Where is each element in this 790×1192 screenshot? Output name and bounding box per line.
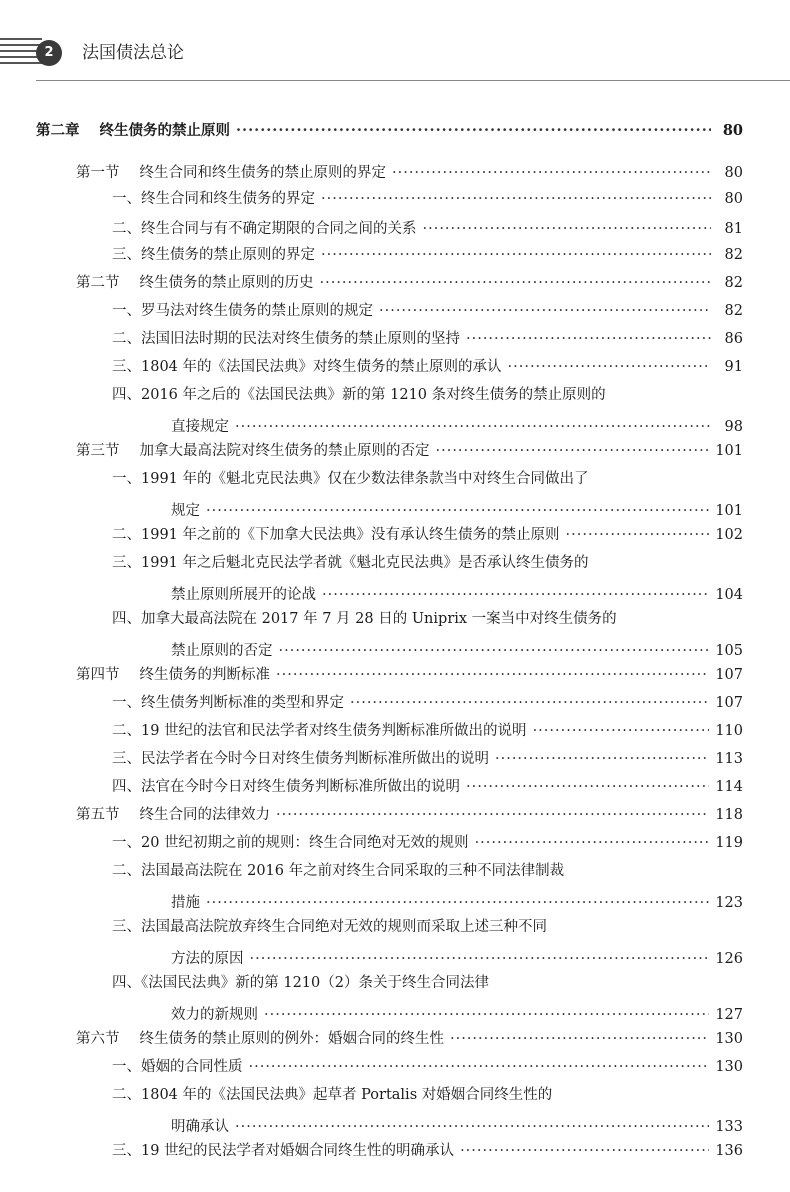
item-title: 一、终生债务判断标准的类型和界定 [112,695,344,711]
toc-item[interactable] [112,354,743,380]
item-title: 一、1991 年的《魁北克民法典》仅在少数法律条款当中对终生合同做出了 [112,471,589,487]
page-ref: 105 [715,643,743,659]
toc-item[interactable] [112,242,743,268]
item-title-continued: 方法的原因 [171,951,244,967]
page-ref: 82 [724,275,743,291]
item-title: 三、终生债务的禁止原则的界定 [112,247,315,263]
item-title: 三、1991 年之后魁北克民法学者就《魁北克民法典》是否承认终生债务的 [112,555,589,571]
toc-item[interactable] [112,466,743,524]
page-ref: 110 [715,723,743,739]
item-title: 二、1991 年之前的《下加拿大民法典》没有承认终生债务的禁止原则 [112,527,560,543]
toc-chapter[interactable] [36,118,743,144]
toc-item[interactable] [112,774,743,800]
section-number: 第五节 [76,807,120,823]
item-title-continued: 禁止原则所展开的论战 [171,587,316,603]
section-title: 终生债务的禁止原则的历史 [139,275,314,291]
toc-item[interactable] [112,1054,743,1080]
item-title: 四、加拿大最高法院在 2017 年 7 月 28 日的 Uniprix 一案当中对终生债务的 [112,611,617,627]
page-ref: 80 [724,165,743,181]
page-ref: 101 [715,443,743,459]
toc-section[interactable] [76,802,743,828]
page-ref: 101 [715,503,743,519]
page-number-badge: 2 [36,40,62,66]
item-title: 二、终生合同与有不确定期限的合同之间的关系 [112,221,417,237]
book-title: 法国债法总论 [82,43,184,63]
section-title: 终生债务的禁止原则的例外：婚姻合同的终生性 [139,1031,444,1047]
toc-item[interactable] [112,1138,743,1164]
item-title: 三、民法学者在今时今日对终生债务判断标准所做出的说明 [112,751,489,767]
item-title: 三、19 世纪的民法学者对婚姻合同终生性的明确承认 [112,1143,455,1159]
page-ref: 136 [715,1143,743,1159]
toc-item[interactable] [112,830,743,856]
toc-item[interactable] [112,746,743,772]
page-ref: 102 [715,527,743,543]
page-ref: 133 [715,1119,743,1135]
toc-section[interactable] [76,1026,743,1052]
toc-section[interactable] [76,160,743,186]
toc-item[interactable] [112,606,743,664]
item-title: 四、2016 年之后的《法国民法典》新的第 1210 条对终生债务的禁止原则的 [112,387,606,403]
item-title: 一、终生合同和终生债务的界定 [112,191,315,207]
toc-item[interactable] [112,970,743,1028]
page-ref: 114 [715,779,743,795]
page-ref: 107 [715,695,743,711]
section-number: 第六节 [76,1031,120,1047]
item-title-continued: 直接规定 [171,419,229,435]
item-title: 一、婚姻的合同性质 [112,1059,243,1075]
page-ref: 91 [724,359,743,375]
page-ref: 81 [724,221,743,237]
toc-item[interactable] [112,858,743,916]
item-title-continued: 明确承认 [171,1119,229,1135]
toc-item[interactable] [112,718,743,744]
section-number: 第二节 [76,275,120,291]
page-ref: 123 [715,895,743,911]
page-ref: 104 [715,587,743,603]
toc-section[interactable] [76,438,743,464]
page-ref: 98 [724,419,743,435]
toc-item[interactable] [112,326,743,352]
item-title: 二、法国最高法院在 2016 年之前对终生合同采取的三种不同法律制裁 [112,863,565,879]
page-ref: 113 [715,751,743,767]
page-ref: 80 [722,122,743,139]
page-ref: 130 [715,1031,743,1047]
page-ref: 82 [724,303,743,319]
item-title: 二、1804 年的《法国民法典》起草者 Portalis 对婚姻合同终生性的 [112,1087,553,1103]
page-ref: 126 [715,951,743,967]
toc-item[interactable] [112,914,743,972]
item-title: 一、罗马法对终生债务的禁止原则的规定 [112,303,373,319]
section-number: 第三节 [76,443,120,459]
toc-item[interactable] [112,690,743,716]
page-ref: 127 [715,1007,743,1023]
chapter-number: 第二章 [36,122,80,139]
page-ref: 82 [724,247,743,263]
toc-item[interactable] [112,522,743,548]
item-title: 二、19 世纪的法官和民法学者对终生债务判断标准所做出的说明 [112,723,527,739]
page-ref: 119 [715,835,743,851]
toc-item[interactable] [112,216,743,242]
section-title: 加拿大最高法院对终生债务的禁止原则的否定 [139,443,430,459]
section-title: 终生债务的判断标准 [139,667,270,683]
section-number: 第一节 [76,165,120,181]
page-ref: 130 [715,1059,743,1075]
section-title: 终生合同的法律效力 [139,807,270,823]
toc-section[interactable] [76,270,743,296]
page-ref: 107 [715,667,743,683]
item-title: 三、法国最高法院放弃终生合同绝对无效的规则而采取上述三种不同 [112,919,547,935]
item-title-continued: 效力的新规则 [171,1007,258,1023]
chapter-title: 终生债务的禁止原则 [99,122,230,139]
item-title-continued: 规定 [171,503,200,519]
section-number: 第四节 [76,667,120,683]
page-ref: 80 [724,191,743,207]
toc-item[interactable] [112,298,743,324]
toc-section[interactable] [76,662,743,688]
item-title: 三、1804 年的《法国民法典》对终生债务的禁止原则的承认 [112,359,502,375]
item-title-continued: 措施 [171,895,200,911]
item-title: 二、法国旧法时期的民法对终生债务的禁止原则的坚持 [112,331,460,347]
running-header [0,30,790,82]
toc-item[interactable] [112,550,743,608]
item-title-continued: 禁止原则的否定 [171,643,273,659]
page-ref: 86 [724,331,743,347]
section-title: 终生合同和终生债务的禁止原则的界定 [139,165,386,181]
page-ref: 118 [715,807,743,823]
header-rule [36,80,790,81]
item-title: 四、法官在今时今日对终生债务判断标准所做出的说明 [112,779,460,795]
toc-item[interactable] [112,382,743,440]
item-title: 四、《法国民法典》新的第 1210（2）条关于终生合同法律 [112,975,489,991]
item-title: 一、20 世纪初期之前的规则：终生合同绝对无效的规则 [112,835,469,851]
toc-item[interactable] [112,186,743,212]
toc-item[interactable] [112,1082,743,1140]
